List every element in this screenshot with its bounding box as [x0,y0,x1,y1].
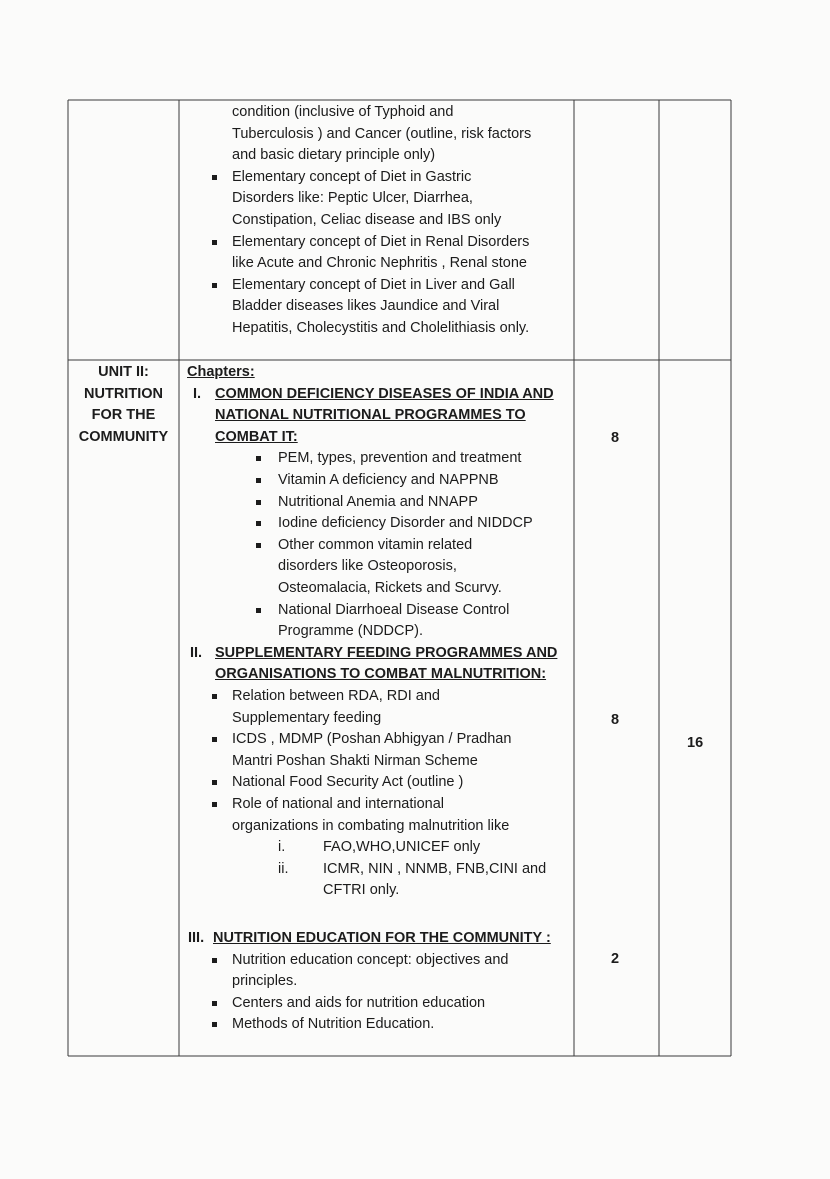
hours-section-2: 8 [611,712,620,728]
unit-title-line: COMMUNITY [78,428,169,445]
list-item-line: Iodine deficiency Disorder and NIDDCP [278,515,533,532]
bullet-icon [212,958,217,963]
unit-title-line: UNIT II: [98,364,149,380]
bullet-icon [256,543,261,548]
hours-section-1: 8 [611,430,620,446]
list-item-line: disorders like Osteoporosis, [278,558,457,575]
sub-item-line: ICMR, NIN , NNMB, FNB,CINI and [323,860,547,877]
bullet-icon [256,456,261,461]
description-line: Tuberculosis ) and Cancer (outline, risk factors [232,125,532,142]
section-number: II. [190,644,203,661]
section-number: III. [188,930,205,946]
bullet-icon [212,802,217,807]
list-item-line: Bladder diseases likes Jaundice and Viral [232,298,500,315]
list-item-line: Mantri Poshan Shakti Nirman Scheme [232,752,478,769]
list-item-line: Osteomalacia, Rickets and Scurvy. [278,580,502,596]
hours-total: 16 [687,735,704,751]
bullet-icon [212,1001,217,1006]
sub-item-number: i. [278,839,286,856]
list-item-line: ICDS , MDMP (Poshan Abhigyan / Pradhan [232,731,512,748]
sub-item-line: FAO,WHO,UNICEF only [323,839,481,856]
section-number: I. [193,385,202,402]
list-item-line: Elementary concept of Diet in Renal Disorders [232,233,530,250]
list-item-line: like Acute and Chronic Nephritis , Renal stone [232,255,527,272]
list-item-line: Hepatitis, Cholecystitis and Cholelithiasis only. [232,320,530,336]
list-item-line: Other common vitamin related [278,536,473,553]
list-item-line: Methods of Nutrition Education. [232,1016,435,1033]
section-title-line: ORGANISATIONS TO COMBAT MALNUTRITION: [215,666,547,683]
list-item-line: Disorders like: Peptic Ulcer, Diarrhea, [232,190,473,207]
list-item-line: Elementary concept of Diet in Liver and Gall [232,276,515,293]
bullet-icon [212,1022,217,1027]
bullet-icon [212,694,217,699]
section-title-line: NUTRITION EDUCATION FOR THE COMMUNITY : [213,930,551,946]
description-line: and basic dietary principle only) [232,147,436,164]
hours-section-3: 2 [611,951,620,967]
list-item-line: Role of national and international [232,796,445,812]
list-item-line: organizations in combating malnutrition like [232,817,510,834]
list-item-line: Constipation, Celiac disease and IBS only [232,212,502,228]
chapters-label: Chapters: [187,364,255,380]
bullet-icon [212,283,217,288]
unit-title-line: NUTRITION [84,385,163,402]
section-title-line: SUPPLEMENTARY FEEDING PROGRAMMES AND [215,644,558,661]
bullet-icon [212,737,217,742]
list-item-line: National Food Security Act (outline ) [232,774,464,791]
sub-item-line: CFTRI only. [323,882,400,899]
bullet-icon [212,240,217,245]
bullet-icon [212,780,217,785]
section-title-line: NATIONAL NUTRITIONAL PROGRAMMES TO [215,407,526,424]
sub-item-number: ii. [278,860,289,877]
list-item-line: National Diarrhoeal Disease Control [278,601,510,618]
unit-title-line: FOR THE [91,407,156,424]
list-item-line: Relation between RDA, RDI and [232,688,440,704]
list-item-line: Supplementary feeding [232,709,382,726]
list-item-line: Elementary concept of Diet in Gastric [232,168,472,185]
list-item-line: Centers and aids for nutrition education [232,994,486,1011]
description-line: condition (inclusive of Typhoid and [232,104,454,120]
list-item-line: Vitamin A deficiency and NAPPNB [278,472,499,488]
bullet-icon [256,521,261,526]
list-item-line: Nutritional Anemia and NNAPP [278,493,478,510]
list-item-line: principles. [232,973,298,990]
bullet-icon [212,175,217,180]
list-item-line: Programme (NDDCP). [278,623,424,640]
list-item-line: Nutrition education concept: objectives and [232,951,509,968]
bullet-icon [256,478,261,483]
section-title-line: COMBAT IT: [215,428,298,445]
list-item-line: PEM, types, prevention and treatment [278,450,522,467]
section-title-line: COMMON DEFICIENCY DISEASES OF INDIA AND [215,385,554,402]
bullet-icon [256,608,261,613]
bullet-icon [256,500,261,505]
